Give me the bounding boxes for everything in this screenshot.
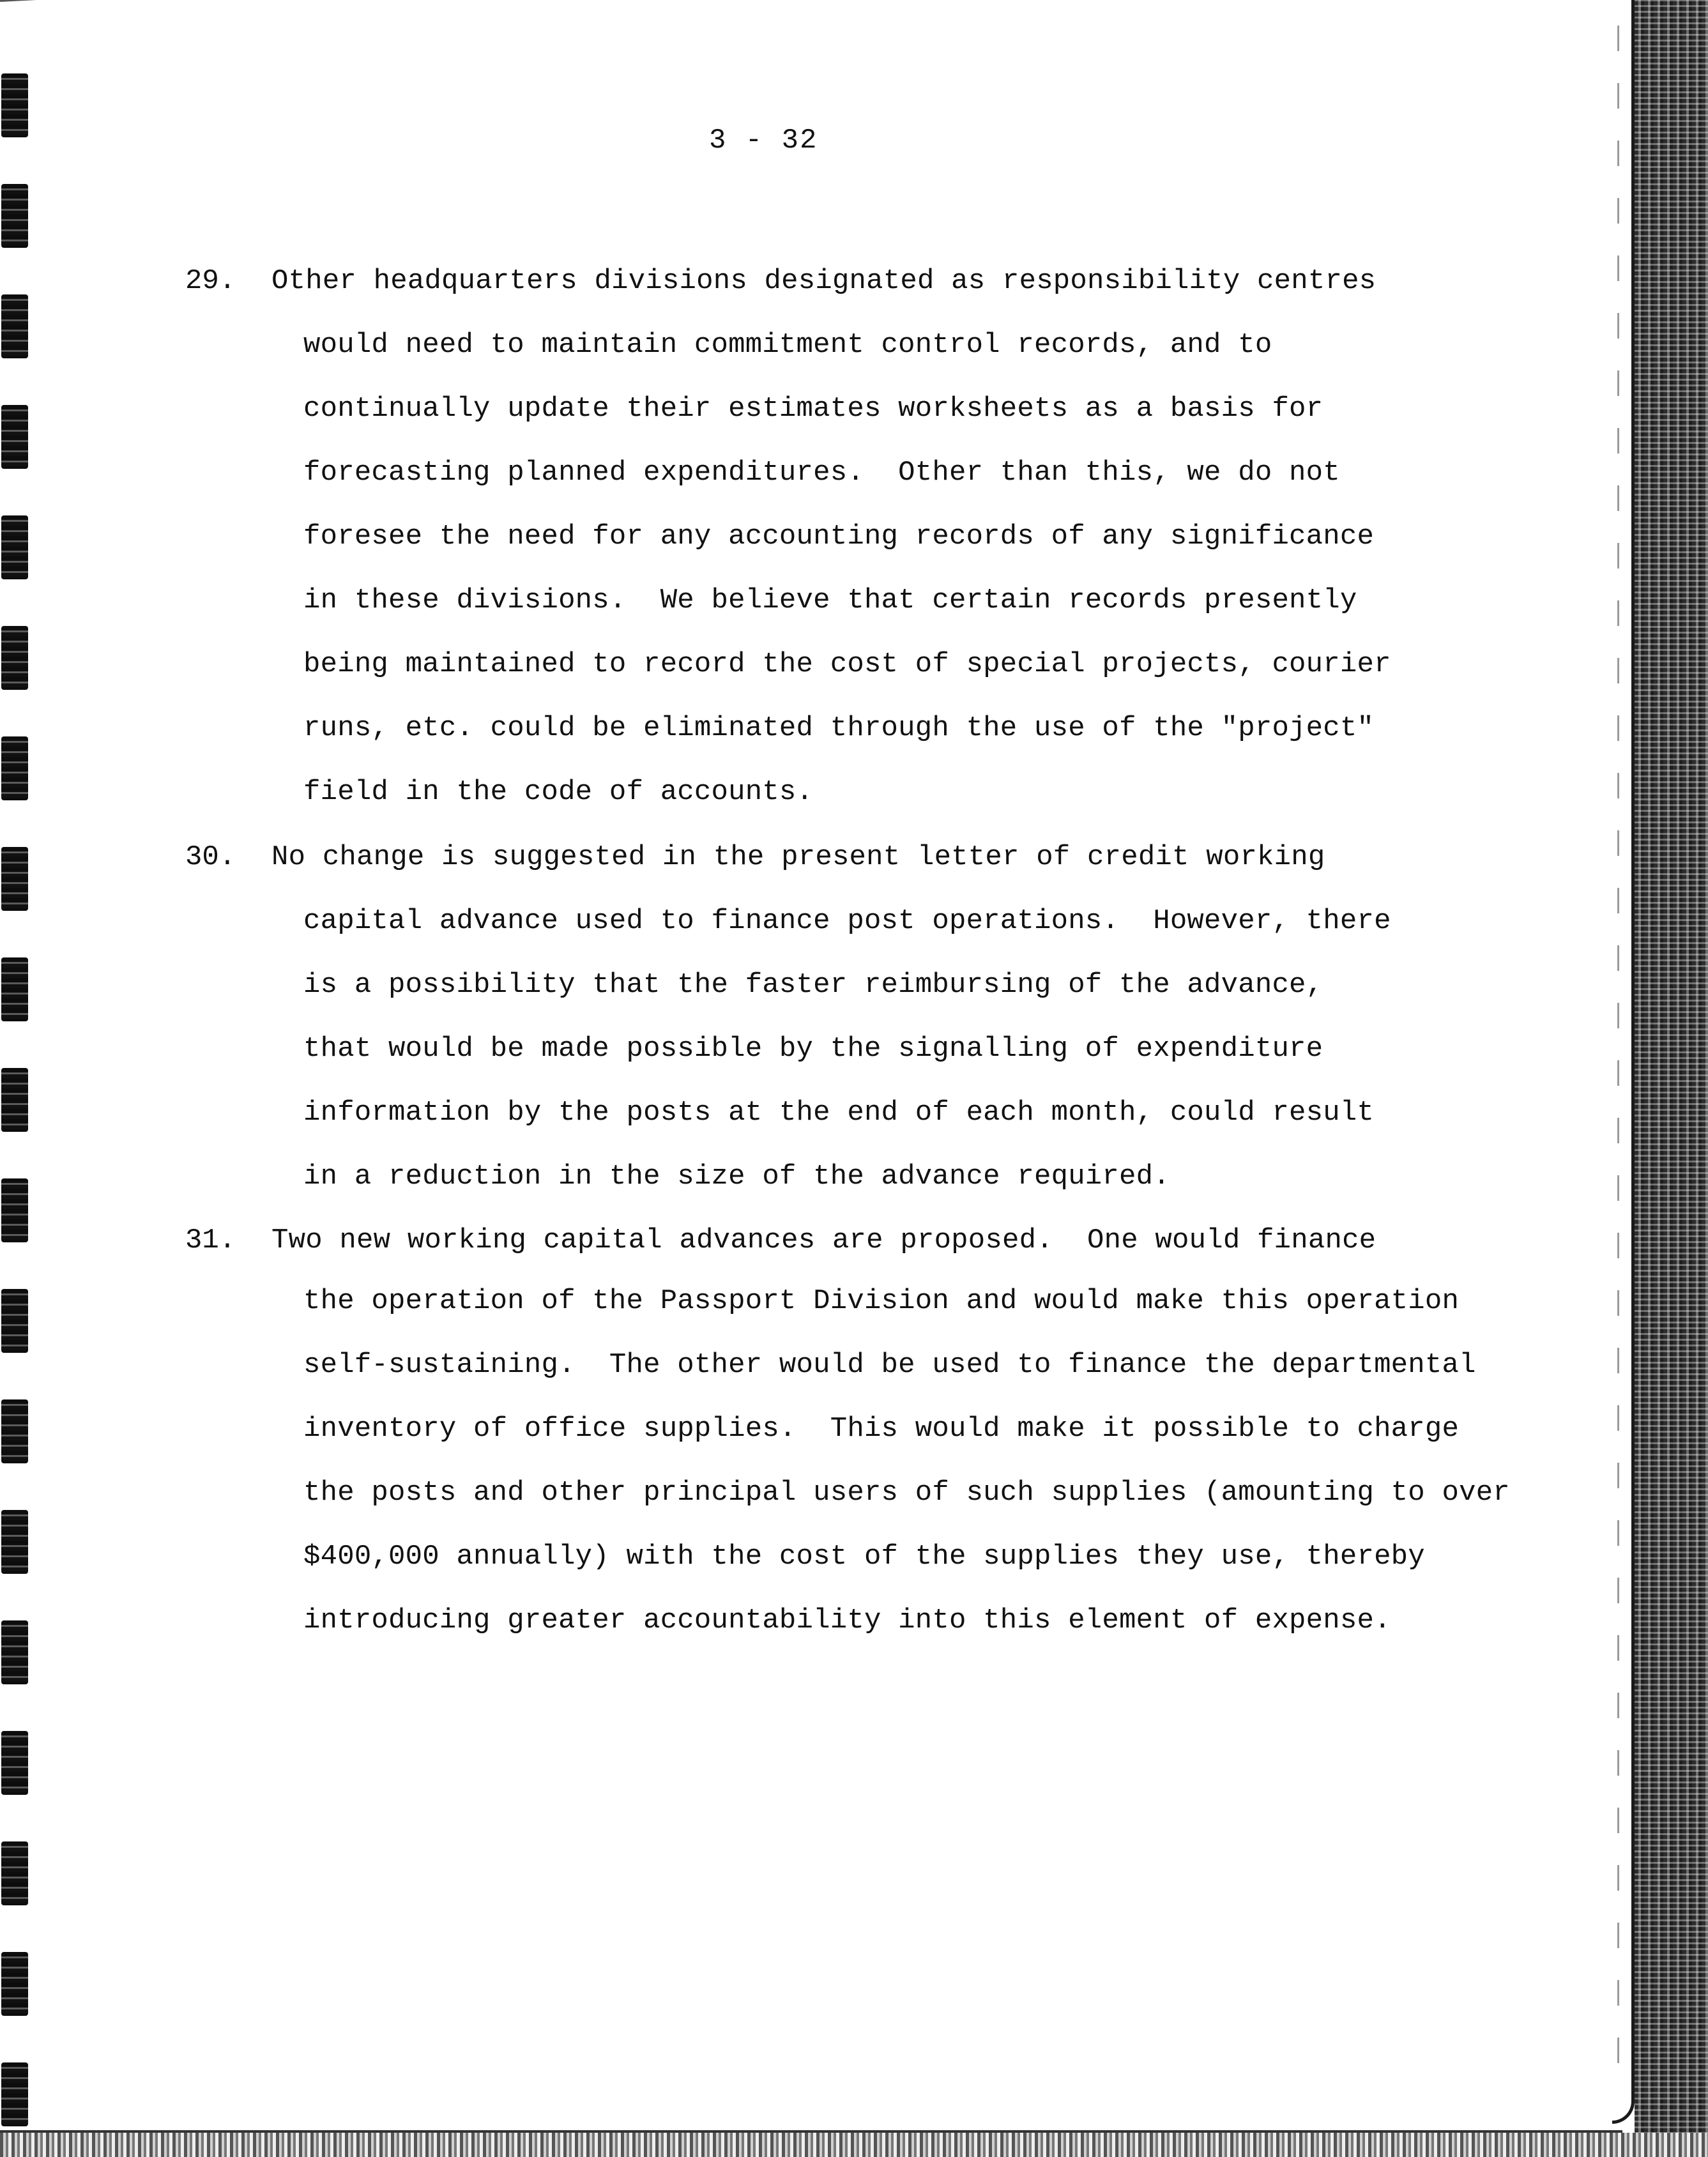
paragraph-line: in a reduction in the size of the advance required. (303, 1161, 1170, 1193)
paragraph-line: is a possibility that the faster reimbursing of the advance, (303, 969, 1323, 1001)
paragraph-line: introducing greater accountability into this element of expense. (303, 1604, 1391, 1636)
paragraph-line: $400,000 annually) with the cost of the supplies they use, thereby (303, 1541, 1425, 1573)
paragraph-line: would need to maintain commitment control records, and to (303, 329, 1272, 361)
binding-hole (1, 2062, 28, 2126)
paragraph-number: 31. (185, 1224, 236, 1256)
binding-hole (1, 1731, 28, 1795)
paragraph-line: capital advance used to finance post operations. However, there (303, 905, 1391, 937)
paragraph-line: in these divisions. We believe that certain records presently (303, 584, 1357, 616)
paragraph-line: Other headquarters divisions designated as responsibility centres (271, 265, 1376, 297)
paragraph-number: 29. (185, 265, 236, 297)
binding-hole (1, 1841, 28, 1905)
binding-hole (1, 626, 28, 690)
binding-hole (1, 73, 28, 137)
paragraph-line: Two new working capital advances are proposed. One would finance (271, 1224, 1376, 1256)
page-right-border (1612, 0, 1635, 2124)
paragraph-line: information by the posts at the end of each month, could result (303, 1097, 1375, 1129)
binding-hole (1, 184, 28, 248)
paragraph-number: 30. (185, 841, 236, 873)
paragraph-line: foresee the need for any accounting records of any significance (303, 521, 1375, 553)
binding-hole (1, 1289, 28, 1353)
page-number: 3 - 32 (709, 125, 818, 156)
paragraph-line: continually update their estimates worksheets as a basis for (303, 393, 1323, 425)
scan-bottom-strip (0, 2133, 1708, 2157)
binding-hole (1, 1952, 28, 2016)
binding-hole (1, 515, 28, 579)
binding-hole (1, 294, 28, 358)
binding-hole (1, 1068, 28, 1132)
binding-hole (1, 736, 28, 800)
paragraph-line: inventory of office supplies. This would make it possible to charge (303, 1413, 1460, 1445)
binding-hole (1, 405, 28, 469)
paragraph-line: being maintained to record the cost of special projects, courier (303, 648, 1391, 680)
binding-hole (1, 1510, 28, 1574)
binding-edge (1635, 0, 1708, 2157)
binding-holes (0, 0, 38, 2157)
binding-hole (1, 1399, 28, 1463)
paragraph-line: self-sustaining. The other would be used to finance the departmental (303, 1349, 1476, 1381)
paragraph-line: No change is suggested in the present letter of credit working (271, 841, 1325, 873)
binding-hole (1, 847, 28, 911)
paragraph-line: the operation of the Passport Division and would make this operation (303, 1285, 1460, 1317)
paragraph-line: runs, etc. could be eliminated through the use of the "project" (303, 712, 1375, 744)
paragraph-line: the posts and other principal users of such supplies (amounting to over (303, 1477, 1510, 1509)
binding-hole (1, 957, 28, 1021)
paragraph-line: forecasting planned expenditures. Other than this, we do not (303, 457, 1340, 489)
binding-hole (1, 1620, 28, 1684)
binding-hole (1, 1178, 28, 1242)
paragraph-line: that would be made possible by the signalling of expenditure (303, 1033, 1323, 1065)
paragraph-line: field in the code of accounts. (303, 776, 814, 808)
